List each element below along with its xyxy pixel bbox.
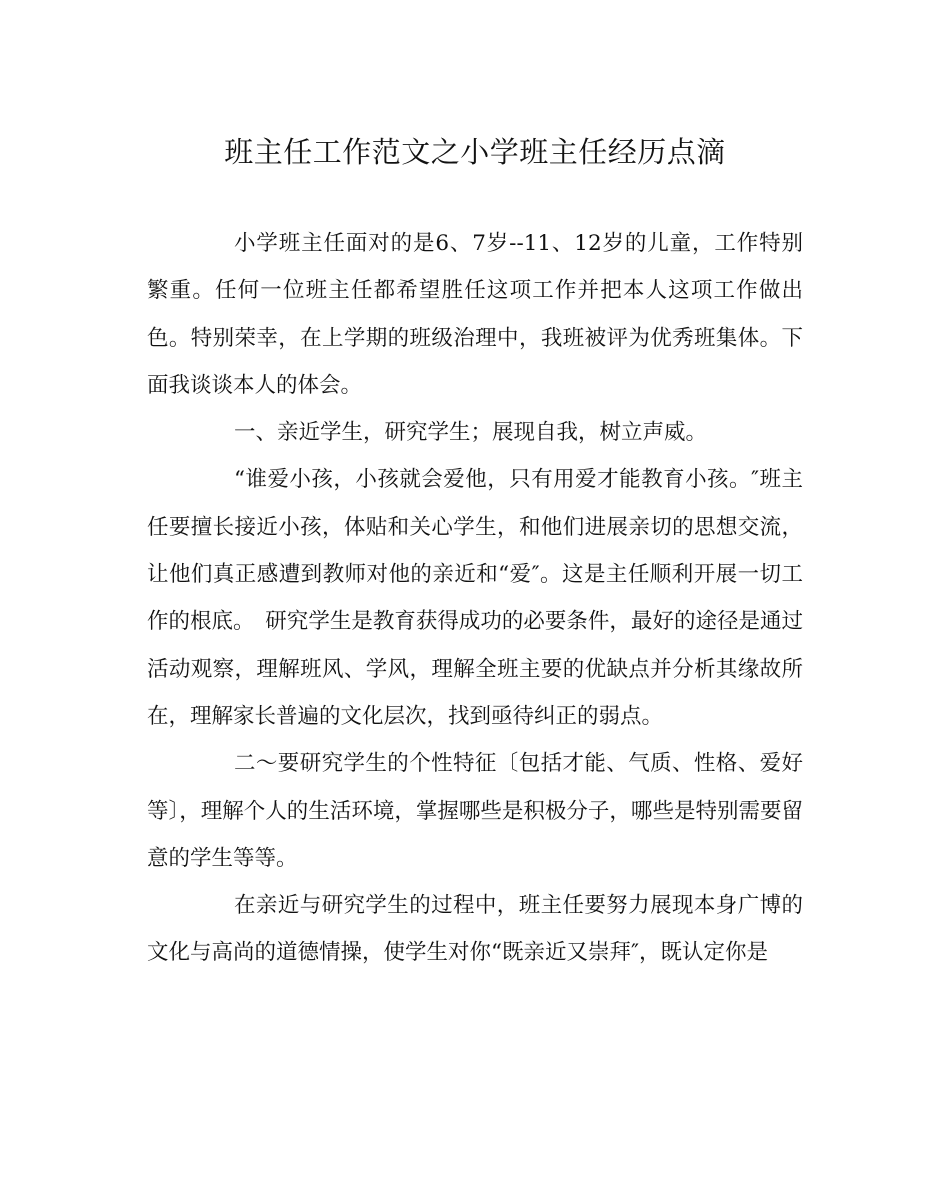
document-title: 班主任工作范文之小学班主任经历点滴 bbox=[224, 135, 726, 169]
document-body bbox=[147, 220, 803, 977]
paragraph-intro: 小学班主任面对的是6、7岁--11、12岁的儿童，工作特别繁重。任何一位班主任都希望胜任这项工作并把本人这项工作做出色。特别荣幸，在上学期的班级治理中，我班被评为优秀班集体。下面我谈谈本人的体会。 bbox=[147, 231, 803, 398]
paragraph-section-two: 二～要研究学生的个性特征〔包括才能、气质、性格、爱好等〕，理解个人的生活环境，掌握哪些是积极分子，哪些是特别需要留意的学生等等。 bbox=[147, 751, 803, 871]
paragraph-display-self: 在亲近与研究学生的过程中，班主任要努力展现本身广博的文化与高尚的道德情操，使学生对你“既亲近又崇拜″，既认定你是 bbox=[147, 893, 803, 966]
paragraph-section-one-heading: 一、亲近学生，研究学生；展现自我，树立声威。 bbox=[234, 420, 708, 446]
paragraph-love-and-research: “谁爱小孩，小孩就会爱他，只有用爱才能教育小孩。″班主任要擅长接近小孩，体贴和关心学生，和他们进展亲切的思想交流，让他们真正感遭到教师对他的亲近和“爱″。这是主任顺利开展一切工作的根底。 研究学生是教育获得成功的必要条件，最好的途径是通过活动观察，理解班风、学风，理解全班主要的优缺点并分析其缘故所在，理解家长普遍的文化层次，找到亟待纠正的弱点。 bbox=[147, 467, 803, 729]
